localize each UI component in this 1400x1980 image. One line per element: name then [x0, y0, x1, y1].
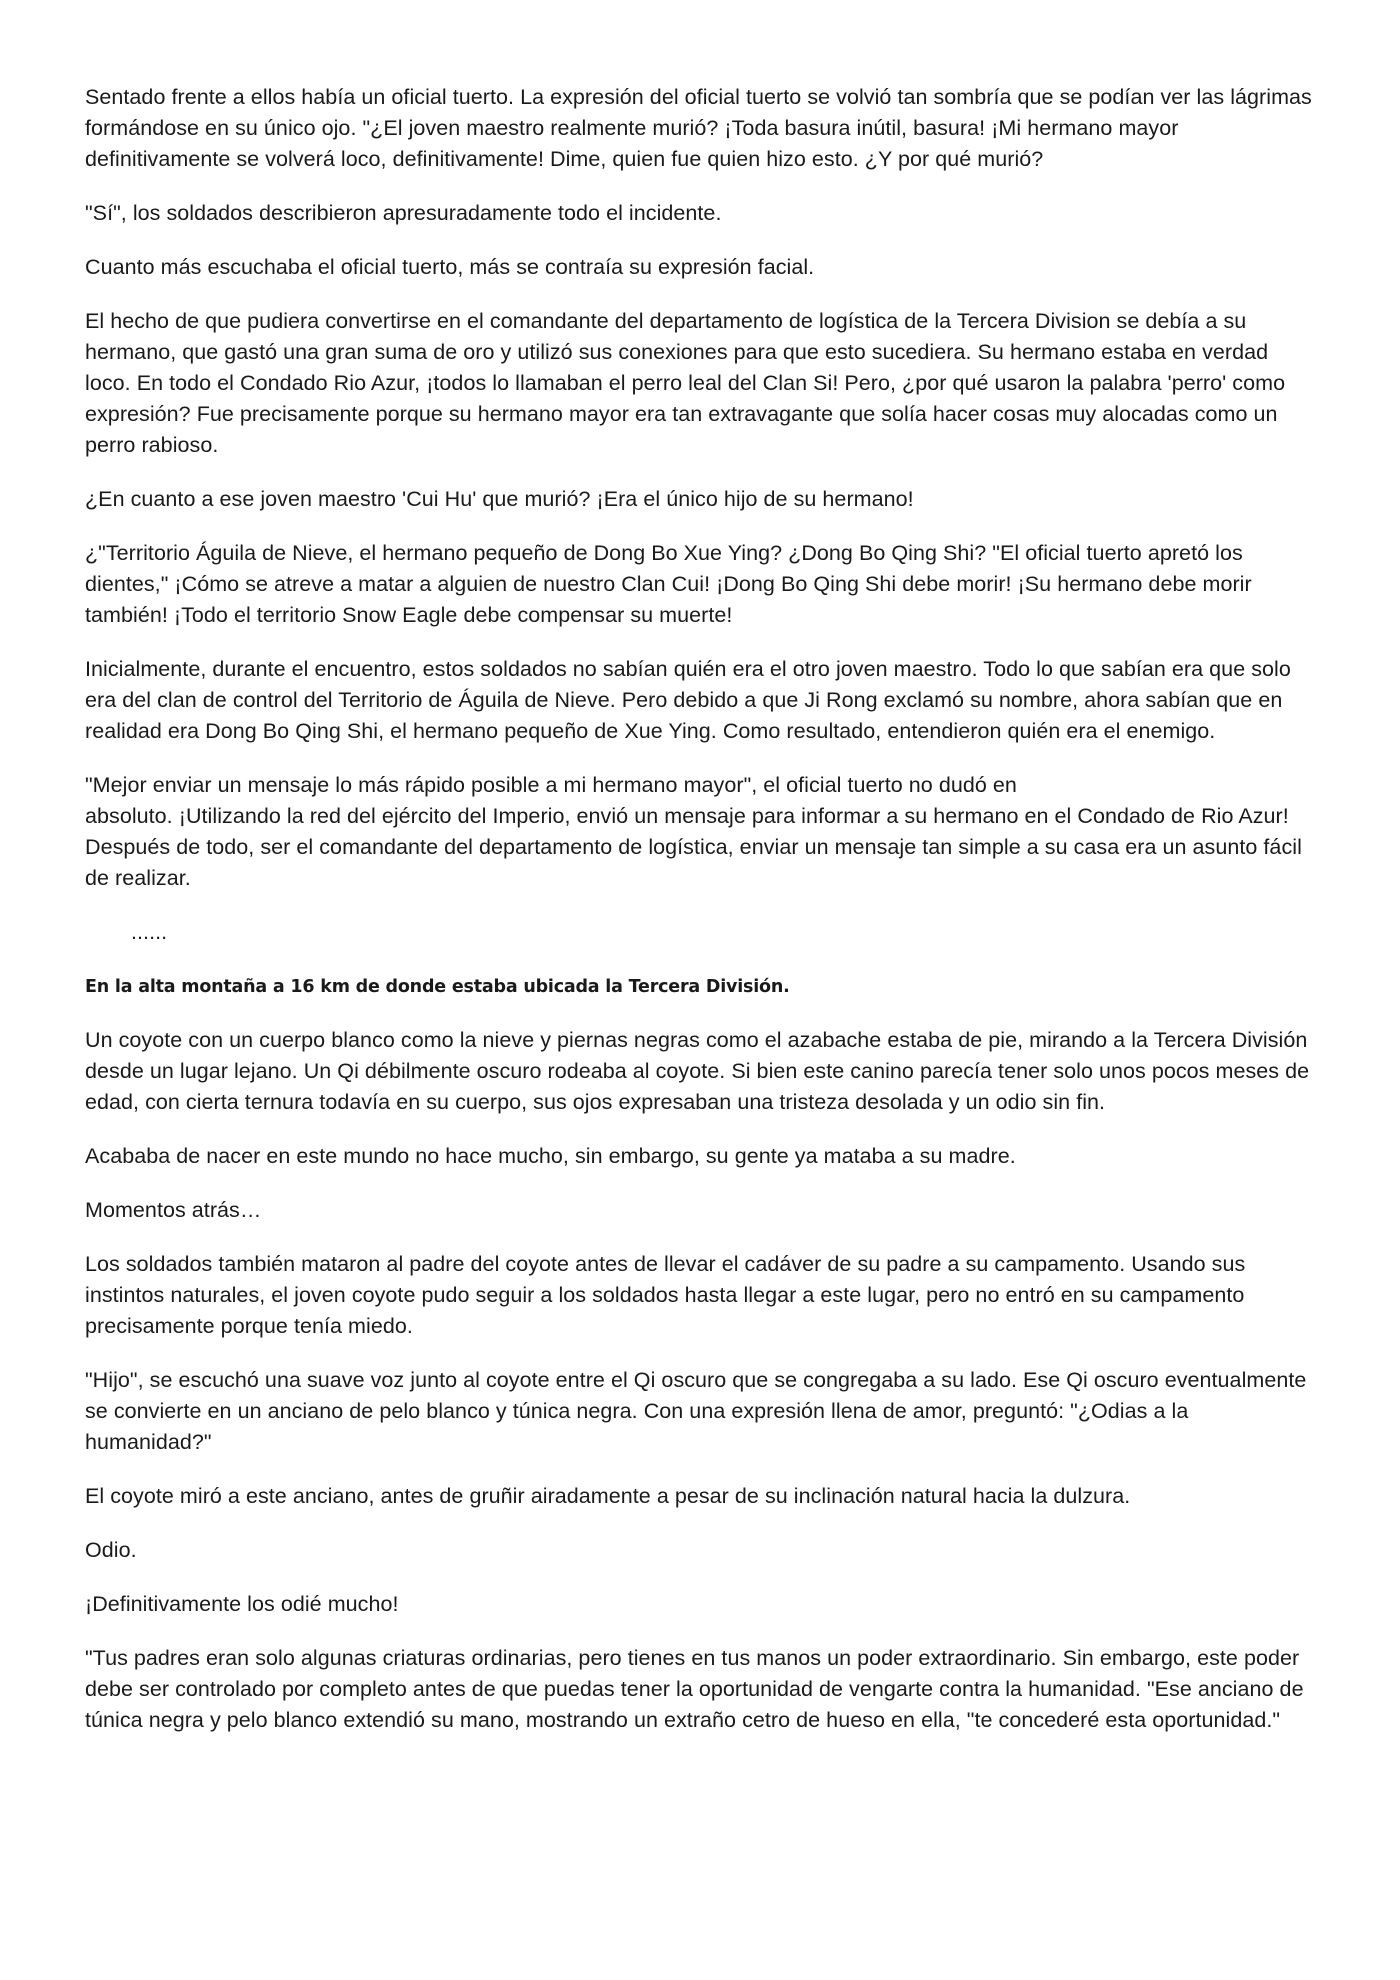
paragraph: Los soldados también mataron al padre del coyote antes de llevar el cadáver de su padre a su campamento. Usando sus instintos naturales, el joven coyote pudo seguir a los soldados hasta llegar a este lugar, pero no entró en su campamento precisamente porque tenía miedo. — [85, 1252, 1252, 1338]
paragraph: "Hijo", se escuchó una suave voz junto al coyote entre el Qi oscuro que se congregaba a su lado. Ese Qi oscuro eventualmente se convierte en un anciano de pelo blanco y túnica negra. Con una expresión llena de amor, preguntó: "¿Odias a la humanidad?" — [85, 1368, 1313, 1454]
paragraph: Acababa de nacer en este mundo no hace mucho, sin embargo, su gente ya mataba a su madre. — [85, 1144, 1016, 1168]
paragraph: "Tus padres eran solo algunas criaturas ordinarias, pero tienes en tus manos un poder extraordinario. Sin embargo, este poder debe ser controlado por completo antes de que puedas tener la oportunidad de vengarte contra la humanidad. "Ese anciano de túnica negra y pelo blanco extendió su mano, mostrando un extraño cetro de hueso en ella, "te concederé esta oportunidad." — [85, 1646, 1310, 1732]
paragraph: El coyote miró a este anciano, antes de gruñir airadamente a pesar de su inclinación natural hacia la dulzura. — [85, 1484, 1131, 1508]
paragraph: Inicialmente, durante el encuentro, estos soldados no sabían quién era el otro joven maestro. Todo lo que sabían era que solo era del clan de control del Territorio de Águila de Nieve. Pero debido a que Ji Rong exclamó su nombre, ahora sabían que en realidad era Dong Bo Qing Shi, el hermano pequeño de Xue Ying. Como resultado, entendieron quién era el enemigo. — [85, 657, 1297, 743]
paragraph: Sentado frente a ellos había un oficial tuerto. La expresión del oficial tuerto se volvió tan sombría que se podían ver las lágrimas formándose en su único ojo. "¿El joven maestro realmente murió? ¡Toda basura inútil, basura! ¡Mi hermano mayor definitivamente se volverá loco, definitivamente! Dime, quien fue quien hizo esto. ¿Y por qué murió? — [85, 85, 1318, 171]
paragraph: Odio. — [85, 1538, 137, 1562]
document-page — [85, 82, 1317, 1759]
section-heading: En la alta montaña a 16 km de donde estaba ubicada la Tercera División. — [85, 977, 790, 997]
paragraph: "Sí", los soldados describieron apresuradamente todo el incidente. — [85, 201, 722, 225]
paragraph: Cuanto más escuchaba el oficial tuerto, más se contraía su expresión facial. — [85, 255, 815, 279]
paragraph: ¿En cuanto a ese joven maestro 'Cui Hu' que murió? ¡Era el único hijo de su hermano! — [85, 487, 914, 511]
paragraph: Un coyote con un cuerpo blanco como la nieve y piernas negras como el azabache estaba de pie, mirando a la Tercera División desde un lugar lejano. Un Qi débilmente oscuro rodeaba al coyote. Si bien este canino parecía tener solo unos pocos meses de edad, con cierta ternura todavía en su cuerpo, sus ojos expresaban una tristeza desolada y un odio sin fin. — [85, 1028, 1316, 1114]
paragraph: ¡Definitivamente los odié mucho! — [85, 1592, 399, 1616]
paragraph: ¿"Territorio Águila de Nieve, el hermano pequeño de Dong Bo Xue Ying? ¿Dong Bo Qing Shi? "El oficial tuerto apretó los dientes," ¡Cómo se atreve a matar a alguien de nuestro Clan Cui! ¡Dong Bo Qing Shi debe morir! ¡Su hermano debe morir también! ¡Todo el territorio Snow Eagle debe compensar su muerte! — [85, 541, 1258, 627]
paragraph: Momentos atrás… — [85, 1198, 262, 1222]
scene-break-ellipsis: ...... — [131, 920, 168, 944]
paragraph: El hecho de que pudiera convertirse en el comandante del departamento de logística de la Tercera Division se debía a su hermano, que gastó una gran suma de oro y utilizó sus conexiones para que esto sucediera. Su hermano estaba en verdad loco. En todo el Condado Rio Azur, ¡todos lo llamaban el perro leal del Clan Si! Pero, ¿por qué usaron la palabra 'perro' como expresión? Fue precisamente porque su hermano mayor era tan extravagante que solía hacer cosas muy alocadas como un perro rabioso. — [85, 309, 1292, 457]
paragraph: "Mejor enviar un mensaje lo más rápido posible a mi hermano mayor", el oficial tuerto no dudó en absoluto. ¡Utilizando la red del ejército del Imperio, envió un mensaje para informar a su hermano en el Condado de Rio Azur! Después de todo, ser el comandante del departamento de logística, enviar un mensaje tan simple a su casa era un asunto fácil de realizar. — [85, 773, 1302, 890]
